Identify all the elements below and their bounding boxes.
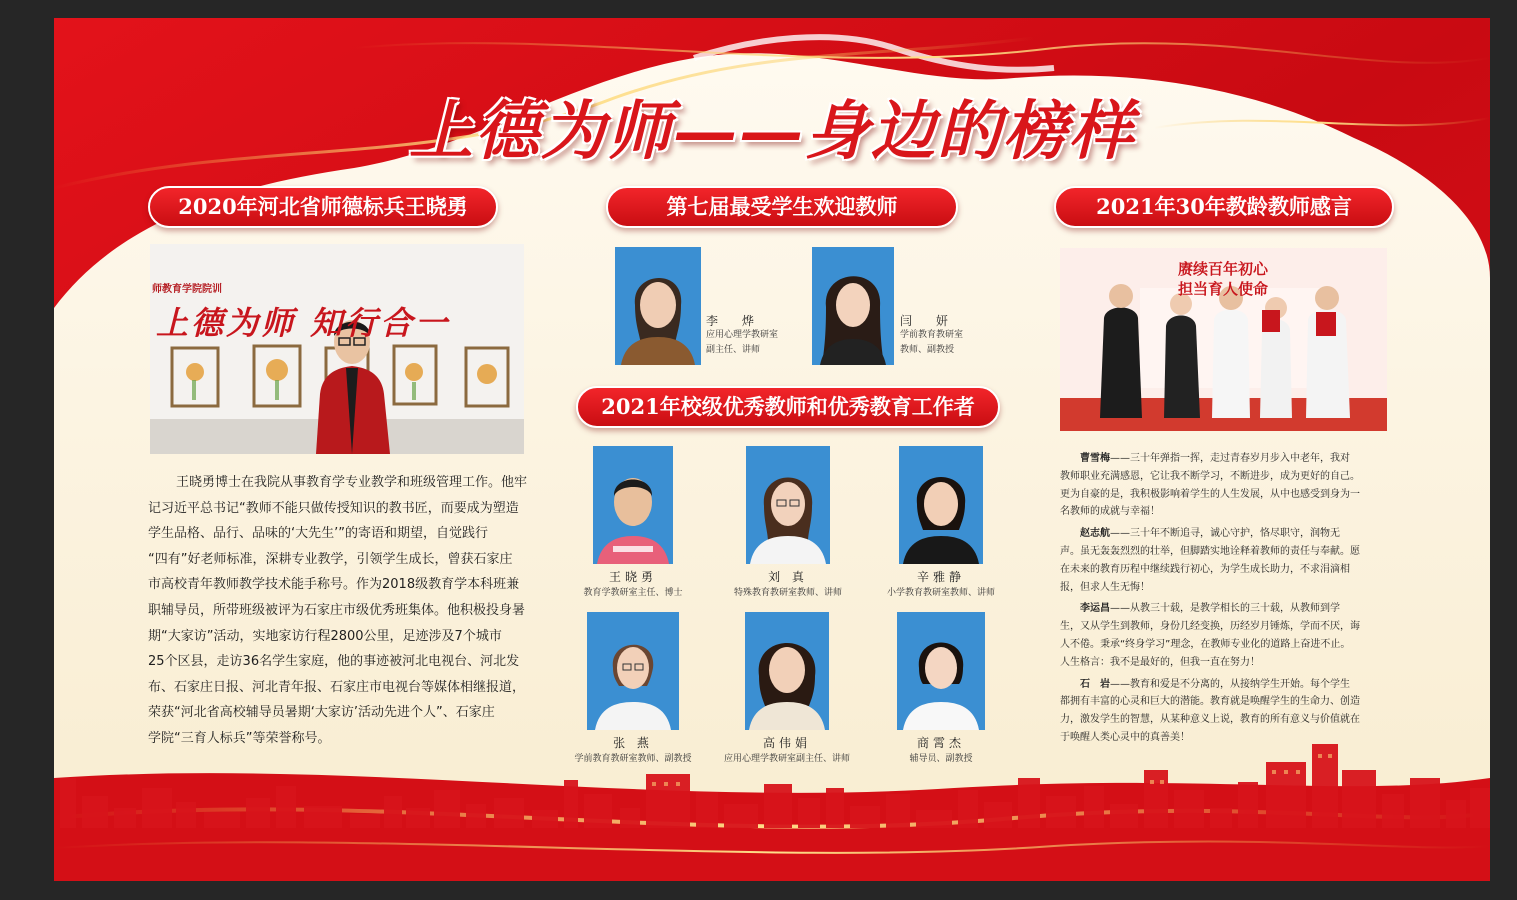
essay: [1060, 676, 1400, 747]
essay-line: 生，又从学生到教师，身份几经变换，历经岁月锤炼，学而不厌，诲: [1060, 621, 1360, 633]
person-role-line-1: 学前教育教研室: [900, 330, 964, 340]
person-role: 辅导员、副教授: [909, 754, 973, 764]
essay-author: 曹雪梅: [1080, 453, 1110, 464]
paragraph-line: 记习近平总书记“教师不能只做传授知识的教书匠，而要成为塑造: [148, 500, 519, 516]
person-role: 特殊教育教研室教师、讲师: [733, 588, 842, 598]
paragraph-line: 荣获“河北省高校辅导员暑期‘大家访’活动先进个人”、石家庄: [148, 705, 495, 721]
person-role-line-2: 副主任、讲师: [706, 345, 761, 355]
essay-line: 力，激发学生的智慧，从某种意义上说，教育的所有意义与价值就在: [1060, 714, 1360, 726]
model-teacher-photo-scene: [150, 244, 524, 454]
person-portrait-icon: [897, 612, 985, 730]
person-portrait-icon: [899, 446, 983, 564]
essay-line: ——三十年弹指一挥，走过青春岁月步入中老年，我对: [1110, 453, 1350, 464]
person-portrait-icon: [745, 612, 829, 730]
banner-line-1: 赓续百年初心: [1178, 260, 1269, 278]
paragraph-line: 职辅导员，所带班级被评为石家庄市级优秀班集体。他积极投身暑: [148, 602, 526, 618]
essay: [1060, 450, 1400, 521]
person-portrait-icon: [746, 446, 830, 564]
person-name: 辛雅静: [916, 570, 965, 584]
portrait-zhang-yan: [587, 612, 679, 730]
portrait-liu-zhen: [746, 446, 830, 564]
paragraph-line: 期“大家访”活动，实地家访行程2800公里，足迹涉及7个城市: [148, 628, 502, 644]
middle-bottom-heading: 2021年校级优秀教师和优秀教育工作者: [576, 386, 1000, 428]
essay: [1060, 600, 1400, 671]
model-teacher-paragraph: [148, 470, 530, 752]
ceremony-photo: [1060, 248, 1387, 431]
person-name: 李 烨: [706, 314, 764, 328]
person-role: 学前教育教研室教师、副教授: [574, 754, 692, 764]
photo-sign-top: 师教育学院院训: [152, 284, 222, 295]
person-role: 教育学教研室主任、博士: [583, 588, 683, 598]
person-name: 王晓勇: [608, 570, 657, 584]
photo-sign-main: 上德为师 知行合一: [156, 304, 451, 342]
essay-line: 在未来的教育历程中继续践行初心，为学生成长助力，不求涓滴相: [1060, 563, 1350, 575]
person-portrait-icon: [587, 612, 679, 730]
person-name: 刘 真: [768, 570, 808, 584]
essay-line: ——三十年不断追寻，诚心守护，恪尽职守，润物无: [1110, 528, 1340, 540]
teacher-reflections: [1060, 450, 1400, 747]
middle-top-heading: 第七届最受学生欢迎教师: [606, 186, 958, 228]
essay-line: ——教育和爱是不分离的，从接纳学生开始。每个学生: [1110, 678, 1350, 690]
person-name: 高伟娟: [762, 736, 811, 750]
display-board: [54, 18, 1490, 881]
essay-line: 教师职业充满感恩，它让我不断学习，不断进步，成为更好的自己。: [1060, 470, 1360, 482]
person-name: 商霄杰: [916, 736, 965, 750]
banner-line-2: 担当育人使命: [1178, 280, 1269, 298]
essay-line: 报，但求人生无悔！: [1060, 581, 1150, 593]
essay-line: 名教师的成就与幸福！: [1060, 506, 1160, 518]
portrait-wang-xiaoyong: [593, 446, 673, 564]
paragraph-line: 王晓勇博士在我院从事教育学专业教学和班级管理工作。他牢: [176, 475, 528, 490]
essay: [1060, 525, 1400, 596]
essay-line: ——从教三十载，是教学相长的三十载，从教师到学: [1110, 603, 1340, 615]
person-name: 张 燕: [613, 736, 653, 750]
person-portrait-icon: [593, 446, 673, 564]
essay-author: 石 岩: [1080, 678, 1110, 690]
essay-line: 更为自豪的是，我积极影响着学生的人生发展，从中也感受到身为一: [1060, 488, 1360, 500]
board-title: 上德为师——身边的榜样: [409, 94, 1135, 169]
person-portrait-icon: [615, 247, 701, 365]
paragraph-line: 市高校青年教师教学技术能手称号。作为2018级教育学本科班兼: [148, 577, 520, 593]
model-teacher-photo: [150, 244, 524, 454]
paragraph-line: “四有”好老师标准，深耕专业教学，引领学生成长，曾获石家庄: [148, 551, 513, 567]
person-role-line-1: 应用心理学教研室: [706, 330, 779, 340]
essay-author: 李运昌: [1080, 603, 1110, 615]
paragraph-line: 学生品格、品行、品味的‘大先生’”的寄语和期望，自觉践行: [148, 526, 488, 542]
portrait-xin-yajing: [899, 446, 983, 564]
paragraph-line: 25个区县，走访36名学生家庭，他的事迹被河北电视台、河北发: [148, 654, 520, 670]
essay-line: 人不倦。秉承“终身学习”理念，在教师专业化的道路上奋进不止。: [1060, 638, 1351, 650]
essay-author: 赵志航: [1080, 528, 1110, 540]
essay-line: 声。虽无轰轰烈烈的壮举，但脚踏实地诠释着教师的责任与奉献。愿: [1060, 545, 1360, 557]
person-name: 闫 妍: [900, 314, 958, 328]
portrait-gao-weijuan: [745, 612, 829, 730]
person-role: 小学教育教研室教师、讲师: [886, 588, 995, 598]
portrait-li-ye: [615, 247, 701, 365]
paragraph-line: 学院“三育人标兵”等荣誉称号。: [148, 730, 331, 746]
portrait-yan-yan: [812, 247, 894, 365]
essay-line: 都拥有丰富的心灵和巨大的潜能。教育就是唤醒学生的生命力、创造: [1060, 696, 1360, 708]
person-portrait-icon: [812, 247, 894, 365]
right-section-heading: 2021年30年教龄教师感言: [1054, 186, 1394, 228]
left-section-heading: 2020年河北省师德标兵王晓勇: [148, 186, 498, 228]
essay-line: 于唤醒人类心灵中的真善美！: [1060, 731, 1190, 743]
portrait-shang-xiaojie: [897, 612, 985, 730]
paragraph-line: 布、石家庄日报、河北青年报、石家庄市电视台等媒体相继报道，: [148, 679, 526, 695]
essay-line: 人生格言：我不是最好的，但我一直在努力！: [1060, 656, 1260, 668]
person-role-line-2: 教师、副教授: [900, 345, 955, 355]
person-role: 应用心理学教研室副主任、讲师: [723, 754, 850, 764]
